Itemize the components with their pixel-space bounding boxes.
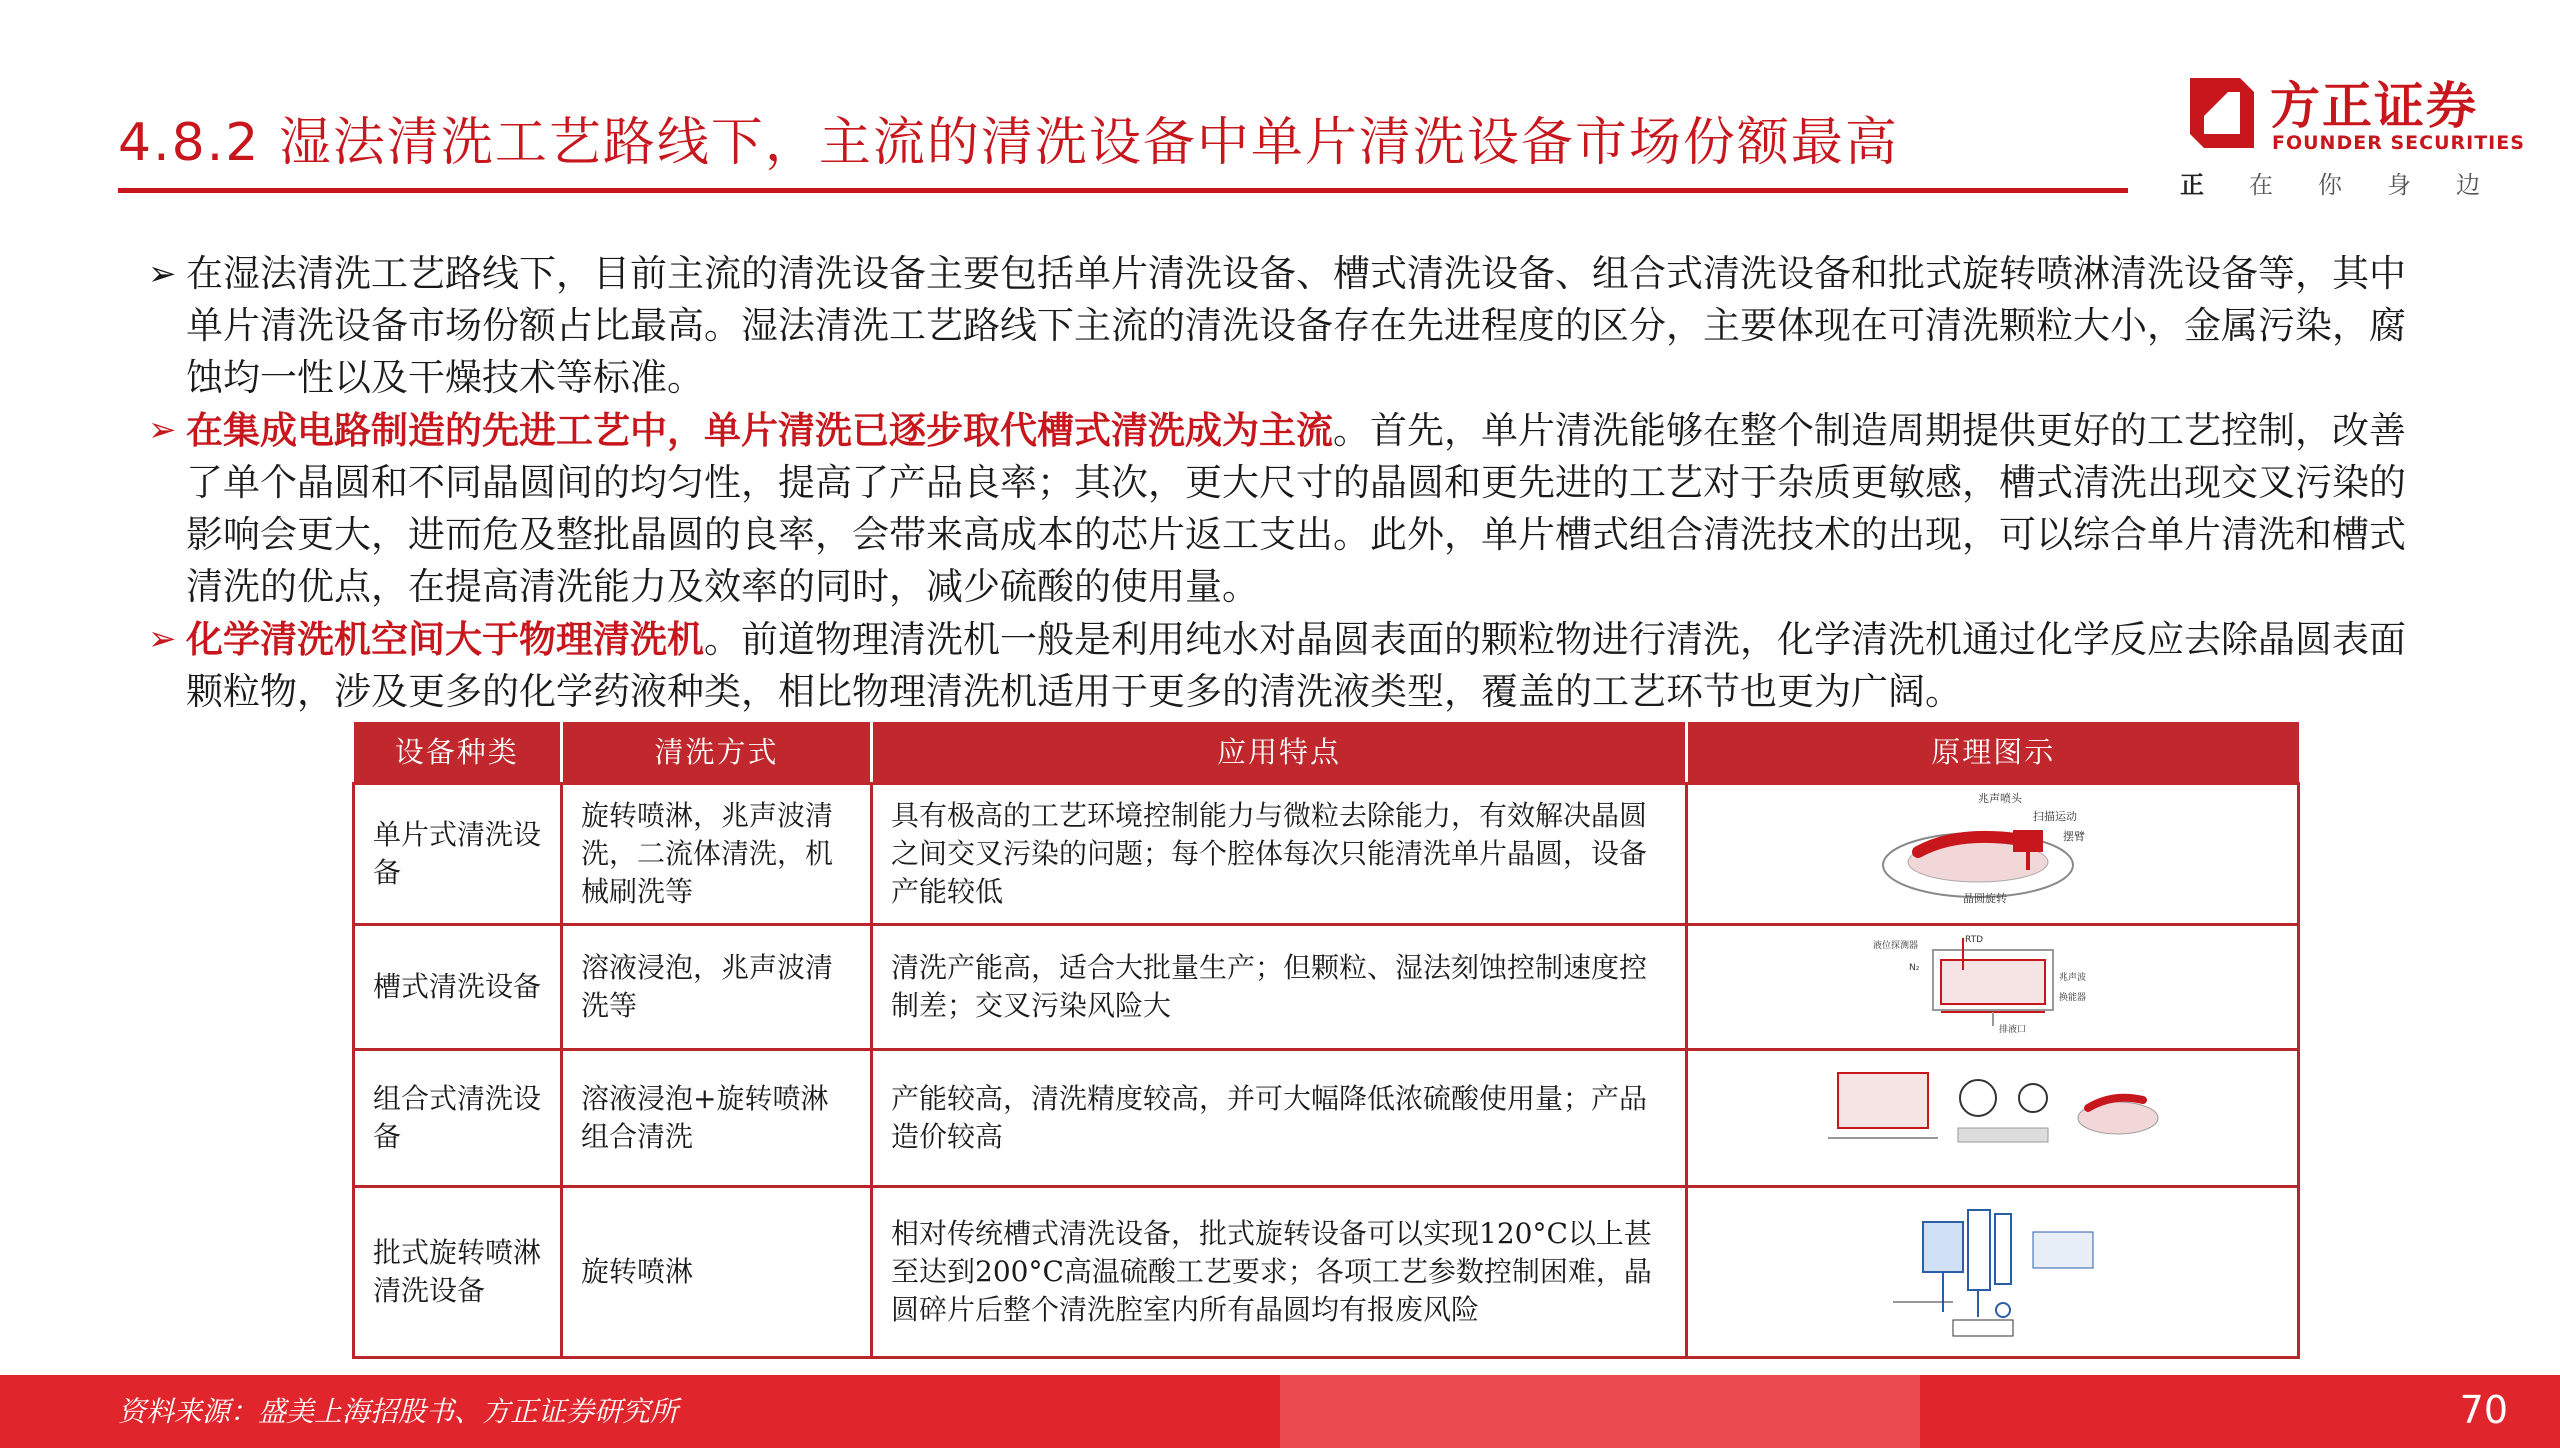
diagram-label: 液位探测器 (1872, 941, 1918, 951)
table-row (354, 1187, 2299, 1358)
cell-method: 溶液浸泡+旋转喷淋组合清洗 (562, 1050, 872, 1187)
diagram-label: RTD (1964, 935, 1983, 945)
slogan-char: 在 (2249, 171, 2273, 199)
slogan-char: 正 (2180, 171, 2204, 199)
cell-type: 批式旋转喷淋清洗设备 (354, 1187, 562, 1358)
founder-logo-icon (2180, 74, 2258, 152)
slogan-char: 身 (2387, 171, 2411, 199)
bullet-arrow-icon: ➢ (148, 410, 177, 450)
diagram-label: 兆声喷头 (1977, 792, 2022, 805)
paragraph-text: 。首先，单片清洗能够在整个制造周期提供更好的工艺控制，改善了单个晶圆和不同晶圆间的均匀性，提高了产品良率；其次，更大尺寸的晶圆和更先进的工艺对于杂质更敏感，槽式清洗出现交叉污染的影响会更大，进而危及整批晶圆的良率，会带来高成本的芯片返工支出。此外，单片槽式组合清洗技术的出现，可以综合单片清洗和槽式清洗的优点，在提高清洗能力及效率的同时，减少硫酸的使用量。 (186, 409, 2406, 608)
cell-diagram (1687, 1050, 2299, 1187)
cell-method: 旋转喷淋 (562, 1187, 872, 1358)
tank-cleaning-diagram (1873, 930, 2113, 1034)
slogan-char: 边 (2456, 171, 2480, 199)
combined-cleaning-diagram (1818, 1058, 2168, 1168)
paragraph-text: 在湿法清洗工艺路线下，目前主流的清洗设备主要包括单片清洗设备、槽式清洗设备、组合式清洗设备和批式旋转喷淋清洗设备等，其中单片清洗设备市场份额占比最高。湿法清洗工艺路线下主流的清洗设备存在先进程度的区分，主要体现在可清洗颗粒大小，金属污染，腐蚀均一性以及干燥技术等标准。 (186, 252, 2406, 399)
diagram-label: 摆臂 (2062, 830, 2085, 843)
logo-english-name: FOUNDER SECURITIES (2272, 132, 2525, 154)
source-note: 资料来源：盛美上海招股书、方正证券研究所 (118, 1395, 679, 1428)
slogan-char: 你 (2318, 171, 2342, 199)
title-underline (118, 188, 2128, 193)
cell-method: 旋转喷淋，兆声波清洗，二流体清洗，机械刷洗等 (562, 784, 872, 925)
cell-feature: 产能较高，清洗精度较高，并可大幅降低浓硫酸使用量；产品造价较高 (872, 1050, 1687, 1187)
paragraph-text: 。前道物理清洗机一般是利用纯水对晶圆表面的颗粒物进行清洗，化学清洗机通过化学反应去除晶圆表面颗粒物，涉及更多的化学药液种类，相比物理清洗机适用于更多的清洗液类型，覆盖的工艺环节也更为广阔。 (186, 618, 2406, 713)
diagram-label: 晶圆旋转 (1962, 892, 2007, 905)
column-header: 设备种类 (354, 722, 562, 784)
slogan (2180, 165, 2480, 200)
batch-spray-diagram (1883, 1192, 2103, 1342)
paragraph-highlight: 在集成电路制造的先进工艺中，单片清洗已逐步取代槽式清洗成为主流 (186, 408, 1333, 452)
diagram-label: N₂ (1908, 963, 1919, 973)
bullet-paragraph-1 (148, 248, 2428, 404)
page-number: 70 (2459, 1388, 2508, 1432)
equipment-table (352, 722, 2300, 1359)
cell-type: 组合式清洗设备 (354, 1050, 562, 1187)
table-header-row (354, 722, 2299, 784)
body-text (148, 248, 2428, 718)
table-row (354, 784, 2299, 925)
cell-feature: 清洗产能高，适合大批量生产；但颗粒、湿法刻蚀控制速度控制差；交叉污染风险大 (872, 925, 1687, 1050)
cell-feature: 具有极高的工艺环境控制能力与微粒去除能力，有效解决晶圆之间交叉污染的问题；每个腔体每次只能清洗单片晶圆，设备产能较低 (872, 784, 1687, 925)
diagram-label: 兆声波 (2058, 973, 2086, 983)
bullet-arrow-icon: ➢ (148, 619, 177, 659)
diagram-label: 扫描运动 (2032, 810, 2077, 823)
cell-feature: 相对传统槽式清洗设备，批式旋转设备可以实现120°C以上甚至达到200°C高温硫酸工艺要求；各项工艺参数控制困难，晶圆碎片后整个清洗腔室内所有晶圆均有报废风险 (872, 1187, 1687, 1358)
cell-type: 槽式清洗设备 (354, 925, 562, 1050)
table-row (354, 925, 2299, 1050)
column-header: 应用特点 (872, 722, 1687, 784)
bullet-paragraph-2 (148, 404, 2428, 613)
cell-diagram (1687, 925, 2299, 1050)
cell-type: 单片式清洗设备 (354, 784, 562, 925)
cell-diagram (1687, 1187, 2299, 1358)
cell-method: 溶液浸泡，兆声波清洗等 (562, 925, 872, 1050)
bullet-arrow-icon: ➢ (148, 254, 177, 294)
diagram-label: 排液口 (1998, 1025, 2026, 1034)
column-header: 清洗方式 (562, 722, 872, 784)
logo-chinese-name: 方正证券 (2270, 77, 2478, 135)
diagram-label: 换能器 (2058, 993, 2086, 1003)
column-header: 原理图示 (1687, 722, 2299, 784)
table-row (354, 1050, 2299, 1187)
page-title: 4.8.2 湿法清洗工艺路线下，主流的清洗设备中单片清洗设备市场份额最高 (118, 113, 1899, 173)
paragraph-highlight: 化学清洗机空间大于物理清洗机 (186, 617, 704, 661)
bullet-paragraph-3 (148, 613, 2428, 718)
cell-diagram (1687, 784, 2299, 925)
single-wafer-diagram (1863, 790, 2123, 908)
